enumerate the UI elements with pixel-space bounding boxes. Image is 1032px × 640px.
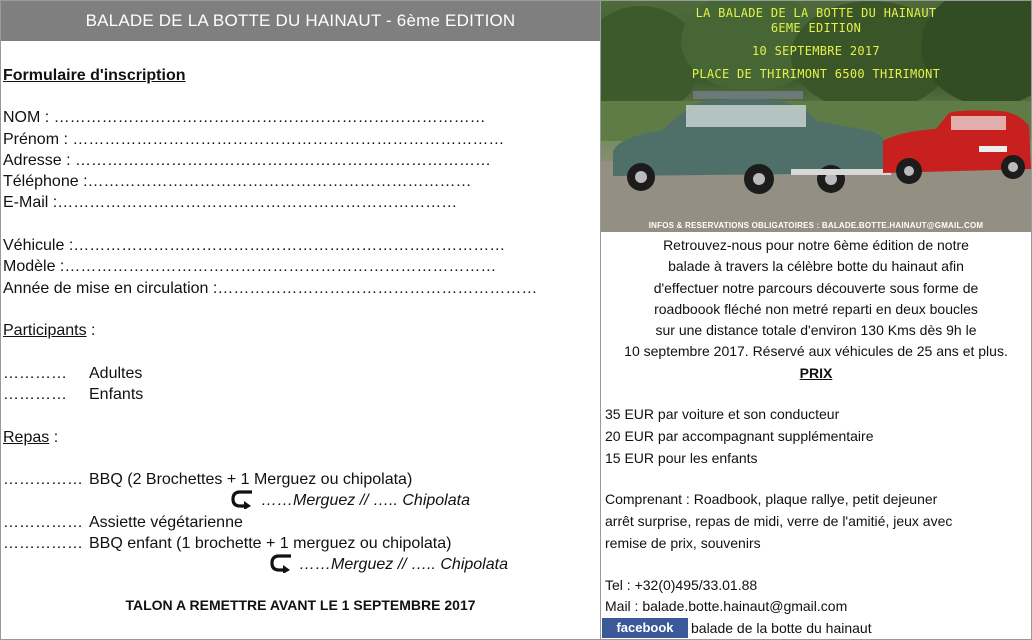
price-line: 15 EUR pour les enfants <box>605 450 758 466</box>
field-adresse[interactable] <box>3 152 491 170</box>
field-label: Modèle : <box>3 258 65 275</box>
repas-vegetarien-label: Assiette végétarienne <box>89 514 243 531</box>
poster-date: 10 SEPTEMBRE 2017 <box>752 44 880 58</box>
poster-location: PLACE DE THIRIMONT 6500 THIRIMONT <box>691 67 941 81</box>
contact-phone[interactable]: Tel : +32(0)495/33.01.88 <box>605 577 758 593</box>
registration-form-column <box>1 1 600 637</box>
field-telephone[interactable] <box>3 173 472 191</box>
description-line: 10 septembre 2017. Réservé aux véhicules de 25 ans et plus. <box>624 343 1008 360</box>
poster-illustration <box>601 1 1031 232</box>
facebook-logo[interactable]: facebook <box>602 618 688 638</box>
field-label: Adresse : <box>3 152 71 169</box>
field-vehicule[interactable] <box>3 237 505 255</box>
repas-vegetarien[interactable] <box>3 514 83 532</box>
bbq-sausage-choice[interactable]: ……Merguez // ….. Chipolata <box>261 492 470 509</box>
field-modele[interactable] <box>3 258 496 276</box>
field-dots: ……………………………………………………………………… <box>53 109 486 126</box>
includes-line: arrêt surprise, repas de midi, verre de l'amitié, jeux avec <box>605 513 953 529</box>
event-banner: BALADE DE LA BOTTE DU HAINAUT - 6ème EDITION <box>1 1 600 41</box>
description-line: roadboook fléché non metré reparti en deux boucles <box>654 300 978 317</box>
poster-edition: 6EME EDITION <box>770 21 862 35</box>
field-label: Véhicule : <box>3 237 74 254</box>
deadline-notice: TALON A REMETTRE AVANT LE 1 SEPTEMBRE 2017 <box>125 597 476 613</box>
field-prenom[interactable] <box>3 131 504 149</box>
price-line: 35 EUR par voiture et son conducteur <box>605 406 840 422</box>
return-arrow-icon <box>230 489 256 509</box>
repas-label: Repas <box>3 429 50 446</box>
participants-colon: : <box>86 322 96 339</box>
participants-label: Participants <box>3 322 87 339</box>
field-dots: ……………………………………………………………………… <box>73 237 506 254</box>
entry-dots: ………… <box>3 386 67 403</box>
description-line: d'effectuer notre parcours découverte sous forme de <box>653 279 979 296</box>
contact-email[interactable]: Mail : balade.botte.hainaut@gmail.com <box>605 598 848 614</box>
field-annee[interactable] <box>3 280 537 298</box>
field-dots: …………………………………………………………………… <box>75 152 492 169</box>
entry-dots: ………… <box>3 365 67 382</box>
entry-dots: …………… <box>3 535 83 552</box>
form-title: Formulaire d'inscription <box>3 67 186 84</box>
event-description <box>601 235 1031 363</box>
entry-dots: …………… <box>3 471 83 488</box>
field-dots: …………………………………………………… <box>217 280 538 297</box>
repas-bbq-enfant-label: BBQ enfant (1 brochette + 1 merguez ou chipolata) <box>89 535 452 552</box>
field-label: Année de mise en circulation : <box>3 280 218 297</box>
includes-line: Comprenant : Roadbook, plaque rallye, petit dejeuner <box>605 491 938 507</box>
field-nom[interactable] <box>3 109 486 127</box>
repas-colon: : <box>49 429 59 446</box>
repas-bbq-label: BBQ (2 Brochettes + 1 Merguez ou chipolata) <box>89 471 413 488</box>
return-arrow-icon <box>269 553 295 573</box>
price-line: 20 EUR par accompagnant supplémentaire <box>605 428 874 444</box>
entry-dots: …………… <box>3 514 83 531</box>
field-dots: ………………………………………………………………… <box>57 194 458 211</box>
field-email[interactable] <box>3 194 457 212</box>
prix-heading: PRIX <box>799 365 833 381</box>
participants-adultes[interactable] <box>3 365 67 383</box>
description-line: balade à travers la célèbre botte du hainaut afin <box>668 258 964 275</box>
repas-bbq-enfant[interactable] <box>3 535 83 553</box>
description-line: Retrouvez-nous pour notre 6ème édition de notre <box>663 237 969 253</box>
field-dots: ……………………………………………………………………… <box>64 258 497 275</box>
field-label: Téléphone : <box>3 173 88 190</box>
poster-footer: INFOS & RESERVATIONS OBLIGATOIRES : BALADE.BOTTE.HAINAUT@GMAIL.COM <box>648 221 984 230</box>
participants-enfants-label: Enfants <box>89 386 144 403</box>
repas-heading <box>3 429 58 447</box>
participants-enfants[interactable] <box>3 386 67 404</box>
field-label: E-Mail : <box>3 194 58 211</box>
field-dots: ……………………………………………………………… <box>87 173 472 190</box>
description-line: sur une distance totale d'environ 130 Kms dès 9h le <box>655 322 977 339</box>
poster-title: LA BALADE DE LA BOTTE DU HAINAUT <box>695 6 937 20</box>
repas-bbq[interactable] <box>3 471 83 489</box>
bbq-enfant-sausage-choice[interactable]: ……Merguez // ….. Chipolata <box>299 556 508 573</box>
field-label: Prénom : <box>3 131 68 148</box>
facebook-page-name[interactable]: balade de la botte du hainaut <box>691 620 872 636</box>
field-label: NOM : <box>3 109 50 126</box>
event-poster-photo <box>601 1 1031 232</box>
field-dots: ……………………………………………………………………… <box>72 131 505 148</box>
participants-heading <box>3 322 95 340</box>
includes-line: remise de prix, souvenirs <box>605 535 761 551</box>
participants-adultes-label: Adultes <box>89 365 143 382</box>
event-info-column <box>601 1 1031 637</box>
